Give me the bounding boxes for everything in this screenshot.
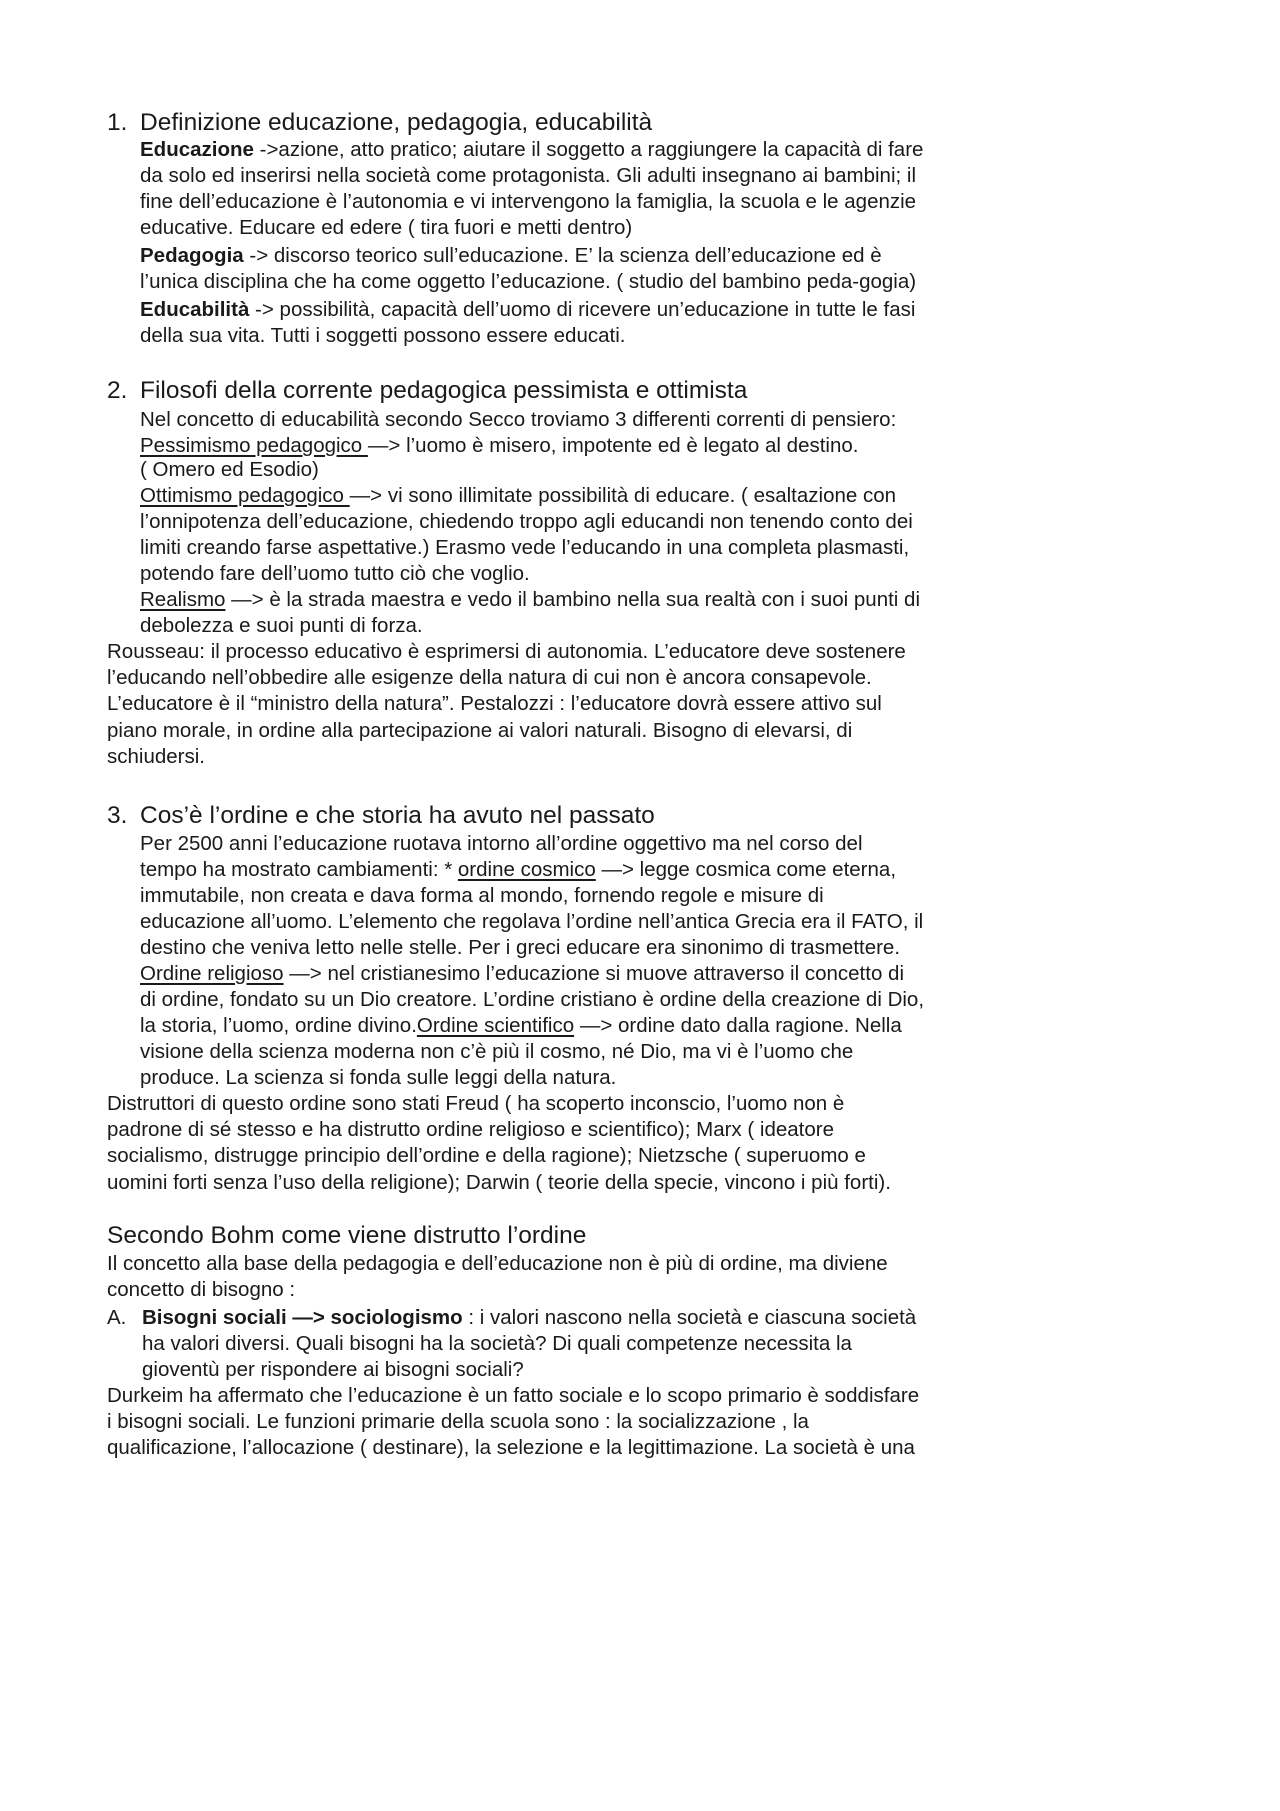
text-segment: tempo ha mostrato cambiamenti: * <box>140 858 458 881</box>
text-segment: immutabile, non creata e dava forma al mondo, fornendo regole e misure di <box>140 884 824 907</box>
text-line <box>142 1305 916 1331</box>
text-segment: -> discorso teorico sull’educazione. E’ la scienza dell’educazione ed è <box>243 244 882 267</box>
underlined-term: Ordine religioso <box>140 962 284 985</box>
underlined-term: Ottimismo pedagogico <box>140 484 350 507</box>
text-line <box>142 1357 524 1383</box>
section-heading: Filosofi della corrente pedagogica pessimista e ottimista <box>140 377 748 404</box>
underlined-term: Realismo <box>140 588 226 611</box>
text-segment: visione della scienza moderna non c’è più il cosmo, né Dio, ma vi è l’uomo che <box>140 1040 854 1063</box>
text-segment: educative. Educare ed edere ( tira fuori e metti dentro) <box>140 216 633 239</box>
text-line <box>140 457 319 483</box>
text-segment: educazione all’uomo. L’elemento che regolava l’ordine nell’antica Grecia era il FATO, il <box>140 910 924 933</box>
text-line <box>140 1013 902 1039</box>
text-line <box>140 433 858 459</box>
text-segment: ( Omero ed Esodio) <box>140 458 319 481</box>
underlined-term: Pessimismo pedagogico <box>140 434 368 457</box>
text-line <box>140 269 916 295</box>
underlined-term: Ordine scientifico <box>416 1014 575 1037</box>
text-segment: di ordine, fondato su un Dio creatore. L’ordine cristiano è ordine della creazione di Dio, <box>140 988 925 1011</box>
underlined-term: ordine cosmico <box>457 858 596 881</box>
paragraph-line: Il concetto alla base della pedagogia e dell’educazione non è più di ordine, ma diviene <box>107 1252 888 1275</box>
text-segment: debolezza e suoi punti di forza. <box>140 614 423 637</box>
text-line <box>140 857 896 883</box>
paragraph-line: L’educatore è il “ministro della natura”. Pestalozzi : l’educatore dovrà essere attivo sul <box>107 692 882 716</box>
list-letter: A. <box>107 1306 127 1329</box>
bold-term: Bisogni sociali —> sociologismo <box>142 1306 463 1329</box>
text-segment: —> legge cosmica come eterna, <box>595 858 897 881</box>
text-line <box>140 243 882 269</box>
text-segment: —> l’uomo è misero, impotente ed è legato al destino. <box>367 434 859 457</box>
text-line <box>140 961 904 987</box>
text-segment: da solo ed inserirsi nella società come protagonista. Gli adulti insegnano ai bambini; il <box>140 164 917 187</box>
text-segment: —> è la strada maestra e vedo il bambino nella sua realtà con i suoi punti di <box>225 588 921 611</box>
text-line <box>140 1039 853 1065</box>
paragraph-line: piano morale, in ordine alla partecipazione ai valori naturali. Bisogno di elevarsi, di <box>107 718 853 742</box>
text-line <box>140 909 923 935</box>
paragraph-line: Rousseau: il processo educativo è esprimersi di autonomia. L’educatore deve sostenere <box>107 640 906 663</box>
text-line <box>140 407 896 433</box>
text-segment: produce. La scienza si fonda sulle leggi della natura. <box>140 1066 617 1089</box>
text-line <box>142 1331 852 1357</box>
paragraph-line: l’educando nell’obbedire alle esigenze della natura di cui non è ancora consapevole. <box>107 666 872 690</box>
text-line <box>140 1065 616 1091</box>
text-line <box>140 883 824 909</box>
text-segment: Per 2500 anni l’educazione ruotava intorno all’ordine oggettivo ma nel corso del <box>140 832 863 855</box>
text-line <box>140 613 423 639</box>
text-line <box>140 189 916 215</box>
text-line <box>140 137 923 163</box>
text-segment: Nel concetto di educabilità secondo Secco troviamo 3 differenti correnti di pensiero: <box>140 408 897 431</box>
paragraph-line: concetto di bisogno : <box>107 1278 296 1302</box>
text-line <box>140 561 530 587</box>
text-segment: —> nel cristianesimo l’educazione si muove attraverso il concetto di <box>283 962 904 985</box>
bold-term: Educazione <box>140 138 254 161</box>
text-line <box>140 297 915 323</box>
paragraph-line: Distruttori di questo ordine sono stati Freud ( ha scoperto inconscio, l’uomo non è <box>107 1092 845 1115</box>
text-segment: —> ordine dato dalla ragione. Nella <box>574 1014 902 1037</box>
text-line <box>140 587 920 613</box>
text-line <box>140 535 909 561</box>
bold-term: Pedagogia <box>140 244 244 267</box>
text-line <box>140 831 863 857</box>
text-line <box>140 987 924 1013</box>
text-segment: limiti creando farse aspettative.) Erasmo vede l’educando in una completa plasmasti, <box>140 536 910 559</box>
text-segment: ha valori diversi. Quali bisogni ha la società? Di quali competenze necessita la <box>142 1332 852 1356</box>
section-number: 3. <box>107 802 128 829</box>
bold-term: Educabilità <box>140 298 250 321</box>
text-segment: potendo fare dell’uomo tutto ciò che voglio. <box>140 562 530 585</box>
text-segment: —> vi sono illimitate possibilità di educare. ( esaltazione con <box>349 484 897 507</box>
text-line <box>140 483 896 509</box>
paragraph-line: Durkeim ha affermato che l’educazione è un fatto sociale e lo scopo primario è soddisfare <box>107 1384 920 1407</box>
text-segment: della sua vita. Tutti i soggetti possono essere educati. <box>140 324 626 347</box>
text-line <box>140 509 913 535</box>
text-line <box>140 215 632 241</box>
paragraph-line: qualificazione, l’allocazione ( destinare), la selezione e la legittimazione. La società è una <box>107 1436 915 1460</box>
text-segment: la storia, l’uomo, ordine divino. <box>140 1014 417 1037</box>
paragraph-line: padrone di sé stesso e ha distrutto ordine religioso e scientifico); Marx ( ideatore <box>107 1118 834 1142</box>
paragraph-line: uomini forti senza l’uso della religione); Darwin ( teorie della specie, vincono i più forti). <box>107 1170 891 1194</box>
section-number: 1. <box>107 109 128 136</box>
paragraph-line: socialismo, distrugge principio dell’ordine e della ragione); Nietzsche ( superuomo e <box>107 1144 866 1168</box>
text-line <box>140 323 625 349</box>
text-segment: destino che veniva letto nelle stelle. Per i greci educare era sinonimo di trasmettere. <box>140 936 901 959</box>
paragraph-line: i bisogni sociali. Le funzioni primarie della scuola sono : la socializzazione , la <box>107 1410 809 1434</box>
text-segment: l’unica disciplina che ha come oggetto l’educazione. ( studio del bambino peda-gogia) <box>140 270 917 293</box>
section-number: 2. <box>107 377 128 404</box>
text-segment: : i valori nascono nella società e ciascuna società <box>462 1306 917 1329</box>
text-segment: fine dell’educazione è l’autonomia e vi intervengono la famiglia, la scuola e le agenzie <box>140 190 917 213</box>
section-heading: Cos’è l’ordine e che storia ha avuto nel passato <box>140 802 655 829</box>
subheading: Secondo Bohm come viene distrutto l’ordine <box>107 1222 587 1249</box>
text-segment: gioventù per rispondere ai bisogni sociali? <box>142 1358 524 1382</box>
text-segment: -> possibilità, capacità dell’uomo di ricevere un’educazione in tutte le fasi <box>249 298 916 321</box>
text-segment: l’onnipotenza dell’educazione, chiedendo troppo agli educandi non tenendo conto dei <box>140 510 913 533</box>
text-segment: ->azione, atto pratico; aiutare il soggetto a raggiungere la capacità di fare <box>253 138 924 161</box>
text-line <box>140 935 900 961</box>
paragraph-line: schiudersi. <box>107 744 205 768</box>
text-line <box>140 163 916 189</box>
section-heading: Definizione educazione, pedagogia, educabilità <box>140 109 653 136</box>
